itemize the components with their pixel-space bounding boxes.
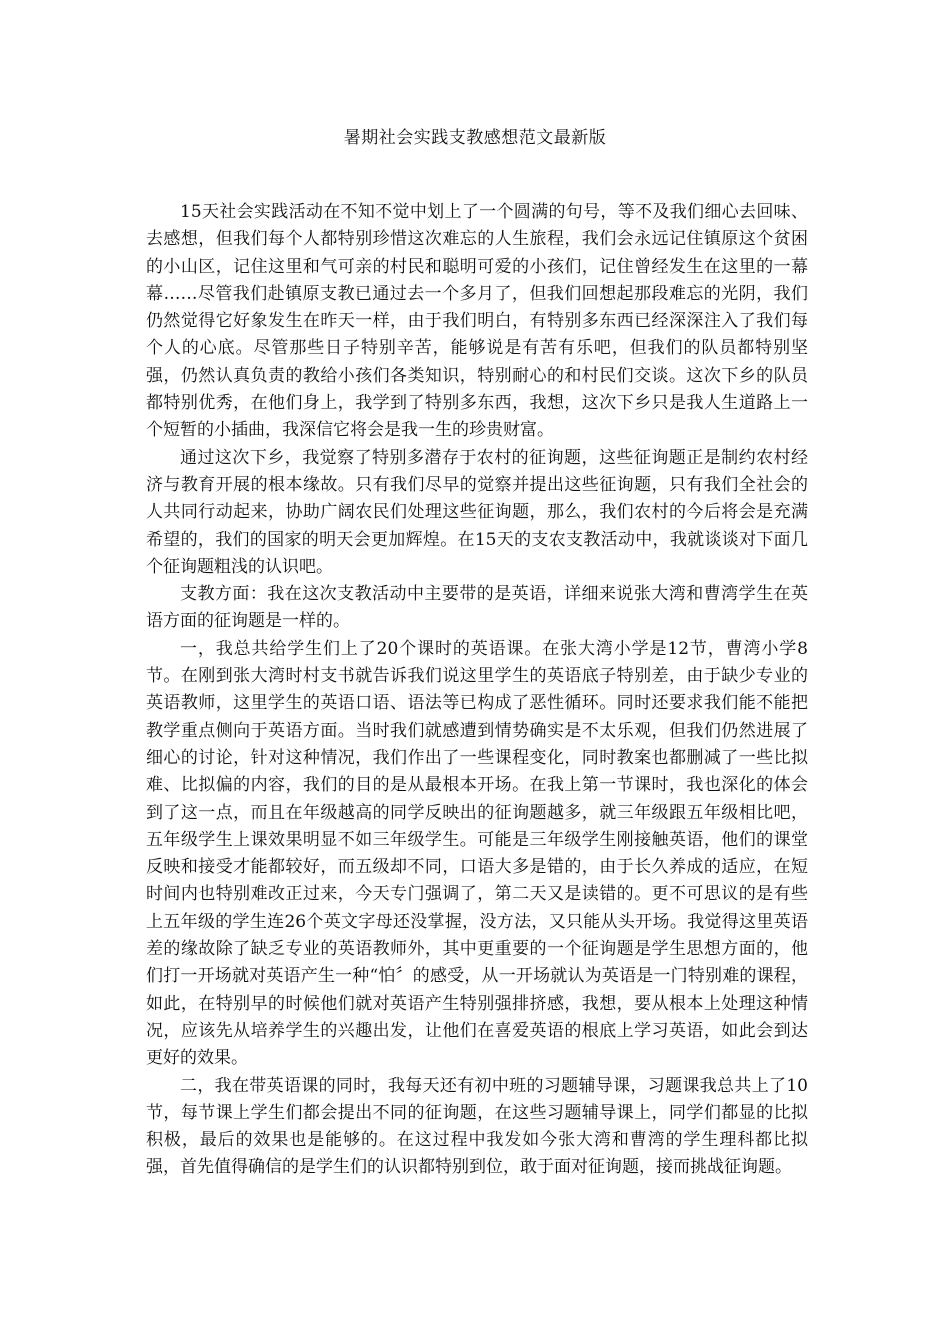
document-title: 暑期社会实践支教感想范文最新版 xyxy=(343,128,607,148)
paragraph-point-one: 一，我总共给学生们上了20个课时的英语课。在张大湾小学是12节，曹湾小学8节。在刚到张大湾时村支书就告诉我们说这里学生的英语底子特别差，由于缺少专业的英语教师，这里学生的英语口语、语法等已构成了恶性循环。同时还要求我们能不能把教学重点侧向于英语方面。当时我们就感遭到情势确实是不太乐观，但我们仍然进展了细心的讨论，针对这种情况，我们作出了一些课程变化，同时教案也都删减了一些比拟难、比拟偏的内容，我们的目的是从最根本开场。在我上第一节课时，我也深化的体会到了这一点，而且在年级越高的同学反映出的征询题越多，就三年级跟五年级相比吧，五年级学生上课效果明显不如三年级学生。可能是三年级学生刚接触英语，他们的课堂反映和接受才能都较好，而五级却不同，口语大多是错的，由于长久养成的适应，在短时间内也特别难改正过来，今天专门强调了，第二天又是读错的。更不可思议的是有些上五年级的学生连26个英文字母还没掌握，没方法，又只能从头开场。我觉得这里英语差的缘故除了缺乏专业的英语教师外，其中更重要的一个征询题是学生思想方面的，他们打一开场就对英语产生一种“怕〞的感受，从一开场就认为英语是一门特别难的课程，如此，在特别早的时候他们就对英语产生特别强排挤感，我想，要从根本上处理这种情况，应该先从培养学生的兴趣出发，让他们在喜爱英语的根底上学习英语，如此会到达更好的效果。 xyxy=(146,638,808,1069)
document-body xyxy=(146,199,808,1182)
paragraph-point-two: 二，我在带英语课的同时，我每天还有初中班的习题辅导课，习题课我总共上了10节，每节课上学生们都会提出不同的征询题，在这些习题辅导课上，同学们都显的比拟积极，最后的效果也是能够的。在这过程中我发如今张大湾和曹湾的学生理科都比拟强，首先值得确信的是学生们的认识都特别到位，敢于面对征询题，接而挑战征询题。 xyxy=(146,1075,808,1178)
paragraph-teaching: 支教方面：我在这次支教活动中主要带的是英语，详细来说张大湾和曹湾学生在英语方面的征询题是一样的。 xyxy=(146,584,808,632)
paragraph-problems: 通过这次下乡，我觉察了特别多潜存于农村的征询题，这些征询题正是制约农村经济与教育开展的根本缘故。只有我们尽早的觉察并提出这些征询题，只有我们全社会的人共同行动起来，协助广阔农民们处理这些征询题，那么，我们农村的今后将会是充满希望的，我们的国家的明天会更加辉煌。在15天的支农支教活动中，我就谈谈对下面几个征询题粗浅的认识吧。 xyxy=(146,447,808,577)
paragraph-intro: 15天社会实践活动在不知不觉中划上了一个圆满的句号，等不及我们细心去回味、去感想，但我们每个人都特别珍惜这次难忘的人生旅程，我们会永远记住镇原这个贫困的小山区，记住这里和气可亲的村民和聪明可爱的小孩们，记住曾经发生在这里的一幕幕……尽管我们赴镇原支教已通过去一个多月了，但我们回想起那段难忘的光阴，我们仍然觉得它好象发生在昨天一样，由于我们明白，有特别多东西已经深深注入了我们每个人的心底。尽管那些日子特别辛苦，能够说是有苦有乐吧，但我们的队员都特别坚强，仍然认真负责的教给小孩们各类知识，特别耐心的和村民们交谈。这次下乡的队员都特别优秀，在他们身上，我学到了特别多东西，我想，这次下乡只是我人生道路上一个短暂的小插曲，我深信它将会是我一生的珍贵财富。 xyxy=(146,202,808,441)
